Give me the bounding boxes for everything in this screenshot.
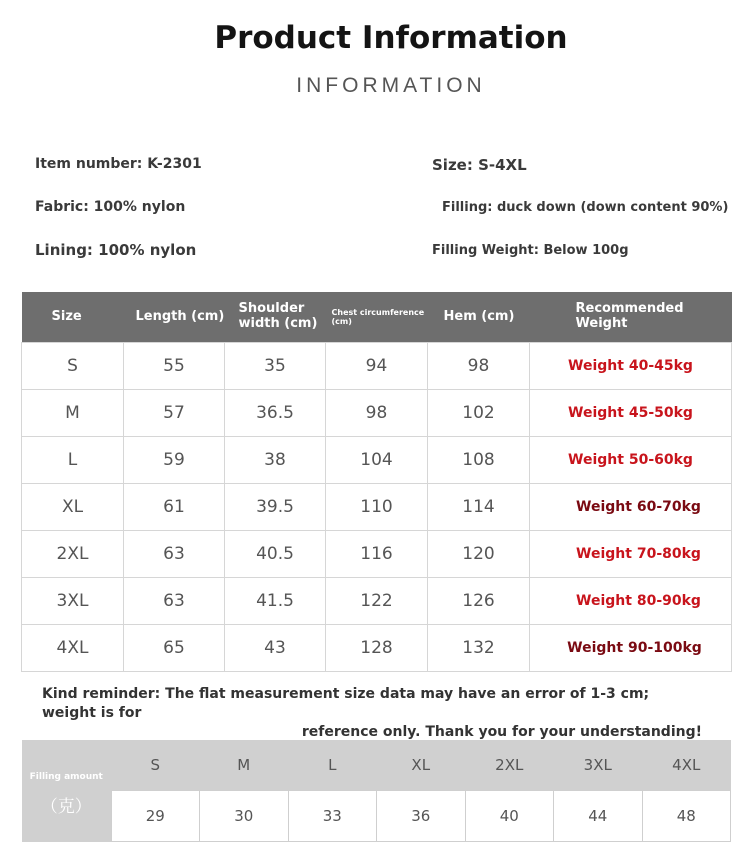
cell-chest: 98 — [326, 390, 428, 437]
filling-size-cell: L — [288, 740, 377, 791]
cell-weight: Weight 40-45kg — [530, 343, 732, 390]
cell-size: XL — [22, 484, 124, 531]
kind-reminder — [30, 685, 702, 742]
cell-chest: 116 — [326, 531, 428, 578]
spec-size: Size: S-4XL — [432, 156, 527, 174]
table-row — [22, 531, 732, 578]
filling-value-row — [22, 791, 731, 842]
table-row — [22, 484, 732, 531]
table-row — [22, 343, 732, 390]
table-row — [22, 390, 732, 437]
cell-length: 61 — [124, 484, 225, 531]
col-header-chest-line2: (cm) — [331, 317, 352, 326]
cell-chest: 94 — [326, 343, 428, 390]
cell-hem: 114 — [428, 484, 530, 531]
filling-size-cell: S — [111, 740, 200, 791]
kind-reminder-line2: reference only. Thank you for your understanding! — [301, 724, 702, 740]
cell-weight: Weight 45-50kg — [530, 390, 732, 437]
col-header-shoulder-line2: width (cm) — [238, 316, 318, 331]
filling-amount-table — [22, 740, 731, 842]
cell-size: M — [22, 390, 124, 437]
col-header-hem: Hem (cm) — [428, 292, 530, 343]
cell-length: 59 — [124, 437, 225, 484]
table-row — [22, 625, 732, 672]
cell-hem: 108 — [428, 437, 530, 484]
cell-size: 2XL — [22, 531, 124, 578]
cell-shoulder: 39.5 — [225, 484, 326, 531]
cell-hem: 126 — [428, 578, 530, 625]
cell-length: 57 — [124, 390, 225, 437]
col-header-chest-line1: Chest circumference — [331, 307, 425, 317]
table-row — [22, 437, 732, 484]
filling-size-cell: M — [200, 740, 289, 791]
col-header-length: Length (cm) — [124, 292, 225, 343]
spec-lining: Lining: 100% nylon — [35, 241, 197, 259]
filling-value-cell: 40 — [465, 791, 554, 842]
spec-fabric: Fabric: 100% nylon — [35, 199, 186, 215]
cell-size: 4XL — [22, 625, 124, 672]
filling-value-cell: 48 — [642, 791, 731, 842]
cell-shoulder: 43 — [225, 625, 326, 672]
filling-amount-unit: （克） — [40, 797, 92, 818]
cell-length: 63 — [124, 578, 225, 625]
col-header-chest — [326, 292, 428, 343]
table-row — [22, 578, 732, 625]
cell-shoulder: 38 — [225, 437, 326, 484]
filling-size-row — [22, 740, 731, 791]
filling-value-cell: 30 — [200, 791, 289, 842]
size-chart-header-row — [22, 292, 732, 343]
cell-weight: Weight 70-80kg — [530, 531, 732, 578]
cell-chest: 122 — [326, 578, 428, 625]
cell-length: 55 — [124, 343, 225, 390]
col-header-weight-line2: Weight — [575, 316, 628, 331]
cell-hem: 132 — [428, 625, 530, 672]
filling-size-cell: 3XL — [554, 740, 643, 791]
filling-value-cell: 33 — [288, 791, 377, 842]
cell-hem: 120 — [428, 531, 530, 578]
filling-size-cell: XL — [377, 740, 466, 791]
col-header-weight-line1: Recommended — [575, 301, 684, 317]
cell-weight: Weight 50-60kg — [530, 437, 732, 484]
cell-chest: 128 — [326, 625, 428, 672]
cell-size: L — [22, 437, 124, 484]
cell-shoulder: 40.5 — [225, 531, 326, 578]
page-subtitle: INFORMATION — [296, 74, 486, 97]
spec-item-number: Item number: K-2301 — [35, 156, 202, 172]
cell-weight: Weight 90-100kg — [530, 625, 732, 672]
cell-shoulder: 41.5 — [225, 578, 326, 625]
cell-length: 65 — [124, 625, 225, 672]
page-title: Product Information — [214, 20, 568, 56]
filling-value-cell: 44 — [554, 791, 643, 842]
cell-chest: 110 — [326, 484, 428, 531]
spec-filling-weight: Filling Weight: Below 100g — [432, 243, 629, 258]
col-header-shoulder-line1: Shoulder — [238, 301, 305, 317]
filling-size-cell: 2XL — [465, 740, 554, 791]
col-header-weight — [530, 292, 732, 343]
filling-value-cell: 29 — [111, 791, 200, 842]
kind-reminder-line1: Kind reminder: The flat measurement size data may have an error of 1-3 cm; weight is for — [42, 686, 650, 721]
cell-shoulder: 36.5 — [225, 390, 326, 437]
cell-chest: 104 — [326, 437, 428, 484]
size-chart-table — [21, 292, 732, 672]
cell-size: S — [22, 343, 124, 390]
filling-amount-label-text: Filling amount — [29, 772, 103, 783]
cell-weight: Weight 60-70kg — [530, 484, 732, 531]
cell-hem: 102 — [428, 390, 530, 437]
filling-value-cell: 36 — [377, 791, 466, 842]
cell-length: 63 — [124, 531, 225, 578]
cell-weight: Weight 80-90kg — [530, 578, 732, 625]
cell-shoulder: 35 — [225, 343, 326, 390]
cell-size: 3XL — [22, 578, 124, 625]
cell-hem: 98 — [428, 343, 530, 390]
spec-filling: Filling: duck down (down content 90%) — [442, 200, 729, 215]
filling-amount-label — [22, 740, 111, 842]
col-header-shoulder — [225, 292, 326, 343]
col-header-size: Size — [22, 292, 124, 343]
filling-size-cell: 4XL — [642, 740, 731, 791]
